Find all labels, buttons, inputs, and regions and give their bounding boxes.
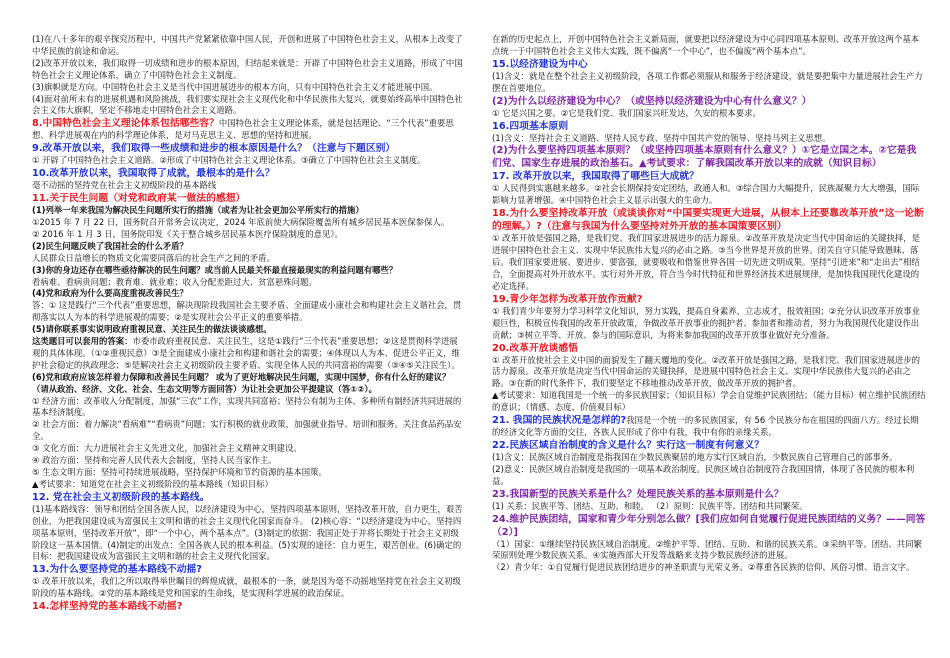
body-paragraph: (1)基本路线容：领导和团结全国各族人民，以经济建设为中心，坚持四项基本原则，坚持改革开放，自力更生，艰苦创业，为把我国建设成为富强民主文明和谐的社会主义现代化国家而奋斗。 (2)核心容：“以经济建设为中心，坚持四项基本原则，坚持改革开放”，即“一个中心，两个基本点”。(3)制定的依据：我国正处于并将长期处于社会主义初级阶段这一基本国情。(4)制定的出发点：全国各族人民的根本利益。(5)实现的途径：自力更生，艰苦创业。(6)确定的目标：把我国建设成为富强民主文明和谐的社会主义现代化国家。 [32, 503, 463, 562]
inline-heading: 21. 我国的民族状况是怎样的? [492, 415, 627, 427]
body-paragraph: ① 改革开放是强国之路，是我们党、我们国家进展进步的活力源泉。②改革开放是决定当代中国命运的关键抉择，是进展中国特色社会主义、实现中华民族伟大复兴的必由之路。③当今世界是开放的世界。闭关自守只能导致愚昧、落后。我们国家要进展、要进步、要富强，就要吸收和借鉴世界各国一切先进文明成果。坚持“引进来”和“走出去”相结合，全面提高对外开放水平。实行对外开放，符合当今时代特征和世界经济技术进展规律，是加快我国现代化建设的必定选择。 [492, 233, 921, 291]
body-paragraph: ▲考试要求：知道党在社会主义初级阶段的基本路线（知识目标） [32, 478, 273, 489]
inline-heading: 8.中国特色社会主义理论体系包括哪些容？ [32, 118, 219, 130]
section-heading: 16.四项基本原则 [492, 120, 569, 132]
body-paragraph: (4)面对前所未有的进展机遇和风险挑战，我们要实现社会主义现代化和中华民族伟大复兴，就要始终高举中国特色社会主义伟大旗帜，坚定不移地走中国特色社会主义道路。 [32, 93, 463, 116]
left-column [32, 34, 466, 658]
question-paragraph: (3)你的身边还存在哪些亟待解决的民生问题？或当前人民最关怀最直接最现实的利益问题有哪些？ [32, 264, 398, 275]
body-paragraph: (2)意义：民族区域自治制度是我国的一项基本政治制度。民族区域自治制度符合我国国情，体现了各民族的根本利益。 [492, 463, 915, 486]
body-paragraph: 毫不动摇的坚持党在社会主义初级阶段的基本路线 [32, 180, 217, 191]
section-heading: 14.怎样坚持党的基本路线不动摇? [32, 601, 183, 613]
section-heading: 19.青少年怎样为改革开放作贡献? [492, 293, 643, 305]
inline-answer: 我国是一个统一的多民族国家，有 56 个民族分布在祖国的四面八方。经过长期的经济文化等方面的交往，各族人民形成了你中有我，我中有你的亲缘关系。 [492, 415, 919, 438]
body-paragraph: 人民群众日益增长的物质文化需要同落后的社会生产之间的矛盾。 [32, 252, 275, 263]
body-paragraph: ① 经济方面：改革收入分配制度，加强“三农”工作，实现共同富裕；坚持公有制为主体、多种所有制经济共同进展的基本经济制度。 [32, 395, 462, 418]
section-heading: 10.改革开放以来，我国取得了成就，最根本的是什么？ [32, 168, 275, 180]
body-paragraph: ①2015 年 7 月 22 日，国务院召开常务会议决定，2024 年底前使大病保险覆盖所有城乡居民基本医保参保人。 [32, 216, 450, 227]
question-paragraph: (2)民生问题反映了我国社会的什么矛盾？ [32, 240, 188, 251]
body-paragraph: ④ 政治方面：坚持和完善人民代表大会制度，坚持人民当家作主。 [32, 455, 277, 466]
body-paragraph: ② 社会方面：着力解决“看病难”“看病贵”问题；实行积极的就业政策，加强就业指导、培训和服务。关注食品药品安全。 [32, 419, 462, 442]
section-heading: 11.关于民生问题（对党和政府某一做法的感想） [32, 193, 246, 205]
body-paragraph: (1)含义：民族区域自治制度是指我国在少数民族聚居的地方实行区域自治，少数民族自己管理自己的部事务。 [492, 451, 898, 462]
section-heading: 12. 党在社会主义初级阶段的基本路线。 [32, 491, 210, 503]
body-paragraph: (1)含义：就是在整个社会主义初级阶段，各项工作都必须服从和服务于经济建设，就是要把集中力量进展社会生产力摆在首要地位。 [492, 70, 923, 93]
body-paragraph: （2）青少年：①自觉履行促进民族团结进步的神圣职责与光荣义务。②尊重各民族的信仰、风俗习惯、语言文字。 [492, 562, 915, 573]
section-heading: 20.改革开放谈感悟 [492, 342, 578, 354]
body-paragraph: 看病难、看病贵问题；教育难、就业难；收入分配差距过大、贫富悬殊问题。 [32, 276, 317, 287]
section-heading: 18.为什么要坚持改革开放（或谈谈你对“中国要实现更大进展，从根本上还要靠改革开放”这一论断的理解。）?（注意与我国为什么要坚持对外开放的基本国策要区别） [492, 208, 924, 233]
inline-answer: 中国特色社会主义理论体系，就是包括理论、“三个代表”重要思想、科学进展观在内的科学理论体系，是对马克思主义、思想的坚持和进展。 [32, 118, 454, 141]
section-heading: 15.以经济建设为中心 [492, 58, 588, 70]
body-paragraph: (1) 关系：民族平等、团结、互助、和睦。 （2）原则：民族平等、团结和共同繁荣。 [492, 500, 808, 511]
section-heading: 9.改革开放以来，我们取得一些成绩和进步的根本原因是什么？（注意与下题区别） [32, 143, 396, 155]
question-paragraph: (4)党和政府为什么要高度重视改善民生？ [32, 288, 188, 299]
right-column [492, 34, 926, 658]
section-heading: (2)为什么以经济建设为中心？（或坚持以经济建设为中心有什么意义？） [492, 95, 812, 107]
body-paragraph: ① 改革开放使社会主义中国的面貌发生了翻天覆地的变化。②改革开放是强国之路，是我们党、我们国家进展进步的活力源泉。改革开放是决定当代中国命运的关键抉择，是进展中国特色社会主义、实现中华民族伟大复兴的必由之路。③在新的时代条件下，我们要坚定不移地推动改革开放，做改革开放的拥护者。 [492, 354, 921, 389]
inline-answer: 市委市政府重视民意、关注民生，这是①践行“三个代表”重要思想；②这是贯彻科学进展观的具体体现。（①②重视民意）③是全面建成小康社会和构建和谐社会的需要；④体现以人为本、促进公平正义，维护社会稳定的执政理念；⑤是解决社会主义初级阶段主要矛盾、实现全体人民的共同富裕的需要（③④⑤关注民生）。 [32, 336, 460, 370]
inline-lead: 这类题目可以套用的答案： [32, 336, 133, 347]
section-heading: 24.维护民族团结，国家和青少年分别怎么做？[我们应如何自觉履行促进民族团结的义务？——同答（2）] [492, 513, 926, 538]
body-paragraph: (3)旗帜就是方向。中国特色社会主义是当代中国进展进步的根本方向，只有中国特色社会主义才能进展中国。 [32, 81, 438, 92]
body-paragraph: 答：① 这是践行“三个代表”重要思想，解决现阶段我国社会主要矛盾、全面建成小康社会和构建社会主义谐社会，贯彻落实以人为本的科学进展观的需要；②是实现社会公平正义的重要举措。 [32, 300, 462, 323]
question-paragraph: (1)列举一年来我国为解决民生问题所实行的措施（或者为让社会更加公平所实行的措施） [32, 205, 364, 216]
section-heading: 22.民族区域自治制度的含义是什么？实行这一制度有何意义？ [492, 439, 765, 451]
body-paragraph: ⑤ 生态文明方面：坚持可持续进展战略，坚持保护环境和节约资源的基本国策。 [32, 467, 327, 477]
question-paragraph: (5)请你联系事实说明政府重视民意、关注民生的做法谈谈感想。 [32, 324, 272, 335]
section-heading: 23.我国新型的民族关系是什么？处理民族关系的基本原则是什么？ [492, 488, 784, 500]
body-paragraph: ① 人民得到实惠越来越多。②社会长期保持安定团结，政通人和。③综合国力大幅提升，民族凝聚力大大增强，国际影响力显著增强。④中国特色社会主义显示出强大的生命力。 [492, 183, 920, 206]
body-paragraph: 在新的历史起点上，开创中国特色社会主义新局面，就要把以经济建设为中心同四项基本原则、改革开放这两个基本点统一于中国特色社会主义伟大实践，既不偏离“一个中心”，也不偏废“两个基本点”。 [492, 34, 920, 56]
section-heading: (2)为什么要坚持四项基本原则？（或坚持四项基本原则有什么意义？）①它是立国之本。②它是我们党、国家生存进展的政治基石。▲考试要求：了解我国改革开放以来的成就（知识目标） [492, 145, 917, 170]
body-paragraph: (2)改革开放以来，我们取得一切成绩和进步的根本原因，归结起来就是：开辟了中国特色社会主义道路，形成了中国特色社会主义理论体系，确立了中国特色社会主义制度。 [32, 57, 463, 80]
heading-with-answer [32, 117, 466, 142]
body-paragraph: ① 它是兴国之要。②它是我们党、我们国家兴旺发达，久安的根本要求。 [492, 107, 761, 118]
body-paragraph: (1)在八十多年的艰辛探究历程中，中国共产党紧紧依靠中国人民，开创和进展了中国特色社会主义，从根本上改变了中华民族的前途和命运。 [32, 34, 463, 56]
body-paragraph: ① 改革开放以来，我们之所以取得举世瞩目的辉煌成就，最根本的一条，就是因为毫不动摇地坚持党在社会主义初级阶段的基本路线。②党的基本路线是党和国家的生命线，是实现科学进展的政治保证。 [32, 576, 461, 599]
body-paragraph: ▲考试要求：知道我国是一个统一的多民族国家；（知识目标）学会自觉维护民族团结；（能力目标）树立维护民族团结的意识；（情感、态度、价值观目标） [492, 390, 926, 413]
body-paragraph: ① 我们青少年要努力学习科学文化知识，努力实践，提高自身素养，立志成才，报效祖国；②充分认识改革开放事业艰巨性，积极宣传我国的改革开放政策，争做改革开放事业的拥护者、参加者和推动者，努力为我国现代化建设作出贡献；③树立平等、开放、参与的国际意识，为将来参加我国的改革开放事业做好充分准备。 [492, 305, 921, 340]
section-heading: 17. 改革开放以来，我国取得了哪些巨大成就？ [492, 171, 699, 183]
section-heading: 13.为什么要坚持党的基本路线不动摇? [32, 564, 202, 576]
body-paragraph: ① 开辟了中国特色社会主义道路。②形成了中国特色社会主义理论体系。③确立了中国特色社会主义制度。 [32, 155, 426, 166]
heading-with-answer [492, 414, 926, 439]
question-paragraph: (6)党和政府应该怎样着力保障和改善民生问题？ 或为了更好地解决民生问题，实现中国梦，你有什么好的建议？ （请从政治、经济、文化、社会、生态文明等方面回答）为让社会更加公平提建议（答①②）。 [32, 371, 451, 394]
body-paragraph: (1)含义：坚持社会主义道路、坚持人民专政、坚持中国共产党的领导、坚持马列主义思想。 [492, 132, 831, 143]
body-paragraph: （1）国家：①继续坚持民族区域自治制度。②维护平等、团结、互助、和谐的民族关系。③采纳平等、团结、共同繁荣原则处理少数民族关系。④实施西部大开发等战略来支持少数民族经济的进展。 [492, 538, 922, 561]
body-paragraph: ② 2016 年 1 月 3 日，国务院印发《关于整合城乡居民基本医疗保险制度的意见》。 [32, 228, 343, 239]
body-paragraph [32, 336, 466, 372]
body-paragraph: ③ 文化方面：大力进展社会主义先进文化，加强社会主义精神文明建设。 [32, 443, 302, 454]
